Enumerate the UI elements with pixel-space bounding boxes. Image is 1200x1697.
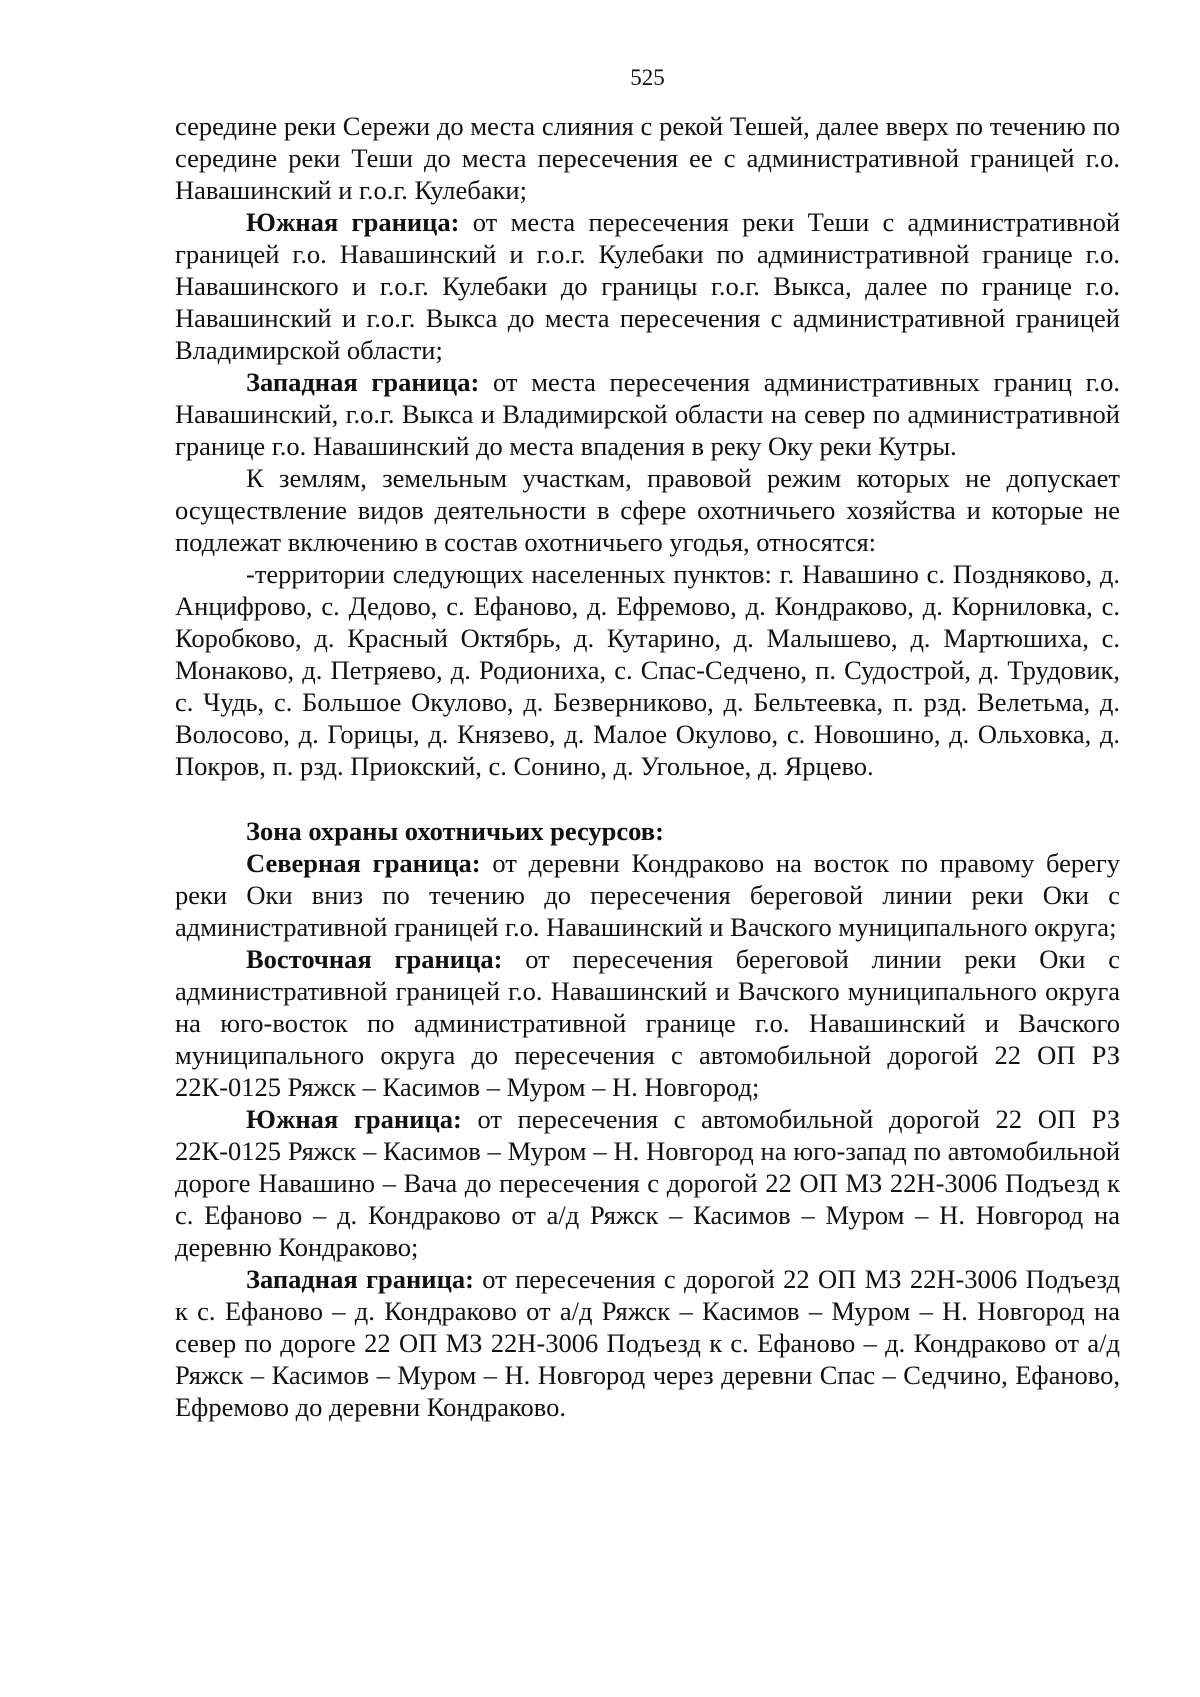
paragraph-zone-west — [175, 1263, 1120, 1423]
paragraph-south-boundary — [175, 206, 1120, 366]
section-spacer — [175, 782, 1120, 815]
paragraph-continuation: середине реки Сережи до места слияния с рекой Тешей, далее вверх по течению по середине реки Теши до места пересечения ее с административной границей г.о. Навашинский и г.о.г. Кулебаки; — [175, 111, 1120, 205]
paragraph-zone-south — [175, 1103, 1120, 1263]
paragraph-excluded-lands: К землям, земельным участкам, правовой режим которых не допускает осуществление видов деятельности в сфере охотничьего хозяйства и которые не подлежат включению в состав охотничьего угодья, относятся: — [175, 463, 1120, 557]
paragraph-zone-north — [175, 847, 1120, 943]
zone-north-label: Северная граница: — [246, 848, 481, 878]
zone-west-label: Западная граница: — [246, 1264, 474, 1294]
zone-heading: Зона охраны охотничьих ресурсов: — [246, 816, 664, 846]
page-number: 525 — [630, 65, 665, 90]
zone-east-label: Восточная граница: — [246, 944, 503, 974]
document-page — [175, 62, 1120, 1423]
south-boundary-text: от места пересечения реки Теши с административной границей г.о. Навашинский и г.о.г. Кулебаки по административной границе г.о. Навашинского и г.о.г. Кулебаки до границы г.о.г. Выкса, далее по границе г.о. Навашинский и г.о.г. Выкса до места пересечения с административной границей Владимирской области; — [175, 207, 1120, 365]
zone-south-label: Южная граница: — [246, 1104, 462, 1134]
paragraph-settlements-list: -территории следующих населенных пунктов: г. Навашино с. Поздняково, д. Анцифрово, с. Дедово, с. Ефаново, д. Ефремово, д. Кондраково, д. Корниловка, с. Коробково, д. Красный Октябрь, д. Кутарино, д. Малышево, д. Мартюшиха, с. Монаково, д. Петряево, д. Родиониха, с. Спас-Седчено, п. Судострой, д. Трудовик, с. Чудь, с. Большое Окулово, д. Безверниково, д. Бельтеевка, п. рзд. Велетьма, д. Волосово, д. Горицы, д. Князево, д. Малое Окулово, с. Новошино, д. Ольховка, д. Покров, п. рзд. Приокский, с. Сонино, д. Угольное, д. Ярцево. — [175, 559, 1120, 781]
zone-west-text: от пересечения с дорогой 22 ОП МЗ 22Н-3006 Подъезд к с. Ефаново – д. Кондраково от а/д Ряжск – Касимов – Муром – Н. Новгород на север по дороге 22 ОП МЗ 22Н-3006 Подъезд к с. Ефаново – д. Кондраково от а/д Ряжск – Касимов – Муром – Н. Новгород через деревни Спас – Седчино, Ефаново, Ефремово до деревни Кондраково. — [175, 1264, 1120, 1422]
south-boundary-label: Южная граница: — [246, 207, 460, 237]
zone-north-text: от деревни Кондраково на восток по правому берегу реки Оки вниз по течению до пересечения береговой линии реки Оки с административной границей г.о. Навашинский и Вачского муниципального округа; — [175, 848, 1120, 942]
paragraph-zone-east — [175, 943, 1120, 1103]
paragraph-west-boundary — [175, 366, 1120, 462]
west-boundary-label: Западная граница: — [246, 367, 480, 397]
zone-east-text: от пересечения береговой линии реки Оки с административной границей г.о. Навашинский и Вачского муниципального округа на юго-восток по административной границе г.о. Навашинский и Вачского муниципального округа до пересечения с автомобильной дорогой 22 ОП РЗ 22К-0125 Ряжск – Касимов – Муром – Н. Новгород; — [175, 944, 1121, 1102]
zone-south-text: от пересечения с автомобильной дорогой 22 ОП РЗ 22К-0125 Ряжск – Касимов – Муром – Н. Новгород на юго-запад по автомобильной дороге Навашино – Вача до пересечения с дорогой 22 ОП МЗ 22Н-3006 Подъезд к с. Ефаново – д. Кондраково от а/д Ряжск – Касимов – Муром – Н. Новгород на деревню Кондраково; — [175, 1104, 1121, 1262]
west-boundary-text: от места пересечения административных границ г.о. Навашинский, г.о.г. Выкса и Владимирской области на север по административной границе г.о. Навашинский до места впадения в реку Оку реки Кутры. — [175, 367, 1120, 461]
